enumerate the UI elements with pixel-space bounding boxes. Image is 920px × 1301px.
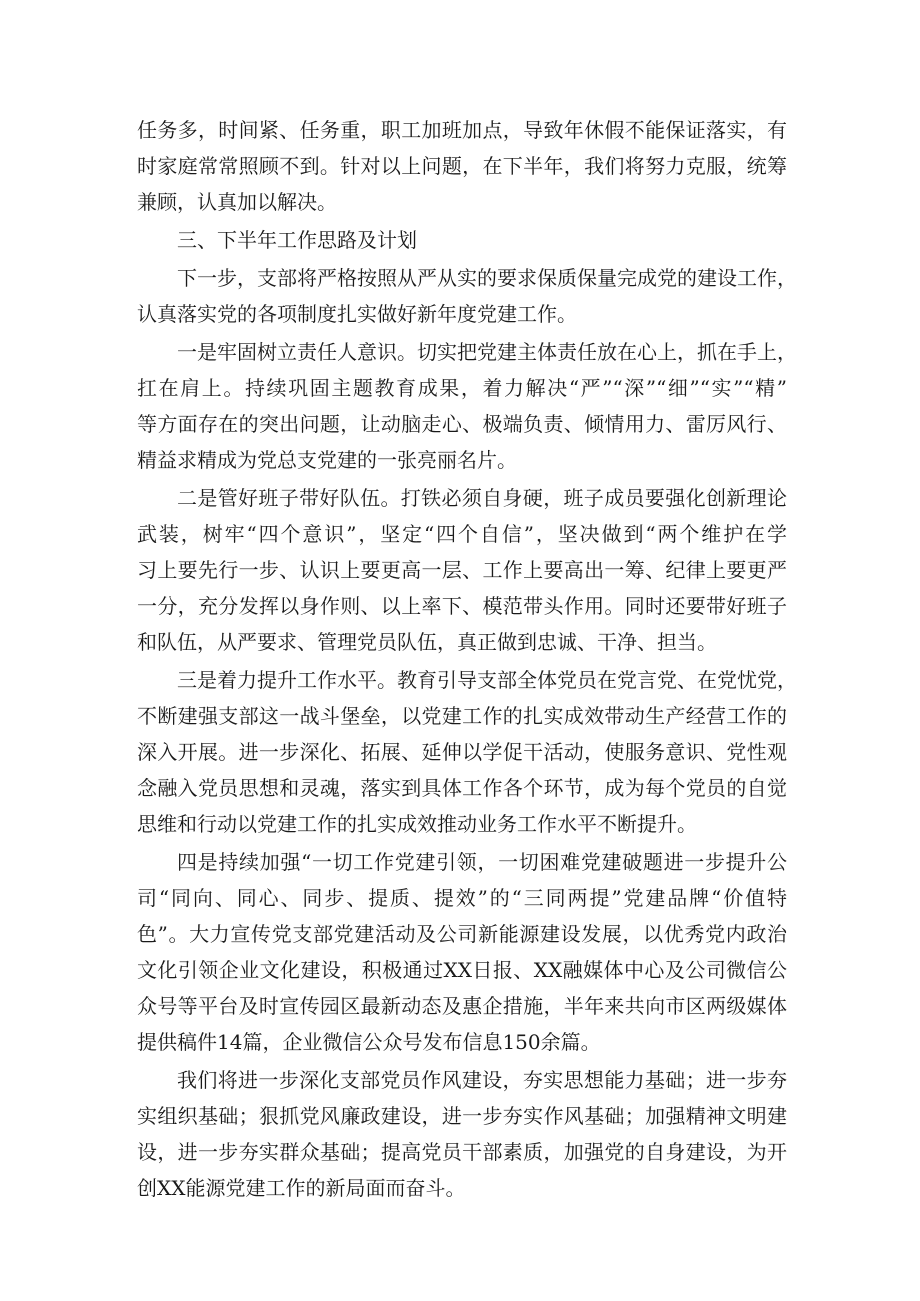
paragraph-line: 认真落实党的各项制度扎实做好新年度党建工作。 (137, 302, 577, 326)
paragraph-line: 任务多，时间紧、任务重，职工加班加点，导致年休假不能保证落实，有 (137, 118, 787, 142)
paragraph (137, 844, 787, 1060)
paragraph-line: 实组织基础；狠抓党风廉政建设，进一步夯实作风基础；加强精神文明建 (137, 1104, 787, 1128)
paragraph-line: 等方面存在的突出问题，让动脑走心、极端负责、倾情用力、雷厉风行、 (137, 412, 787, 436)
document-body (137, 112, 797, 1206)
paragraph-line: 念融入党员思想和灵魂，落实到具体工作各个环节，成为每个党员的自觉 (137, 776, 787, 800)
paragraph-line: 一是牢固树立责任人意识。切实把党建主体责任放在心上，抓在手上， (177, 340, 797, 364)
paragraph-line: 四是持续加强“一切工作党建引领，一切困难党建破题进一步提升公 (177, 850, 787, 874)
paragraph-line: 精益求精成为党总支党建的一张亮丽名片。 (137, 448, 517, 472)
paragraph-line: 三、下半年工作思路及计划 (177, 228, 417, 252)
paragraph-line: 一分，充分发挥以身作则、以上率下、模范带头作用。同时还要带好班子 (137, 594, 787, 618)
paragraph-line: 扛在肩上。持续巩固主题教育成果，着力解决“严”“深”“细”“实”“精” (137, 376, 787, 400)
paragraph (137, 112, 787, 220)
paragraph (137, 260, 797, 332)
paragraph (137, 222, 787, 258)
paragraph-line: 文化引领企业文化建设，积极通过XX日报、XX融媒体中心及公司微信公 (137, 958, 787, 982)
paragraph-line: 众号等平台及时宣传园区最新动态及惠企措施，半年来共向市区两级媒体 (137, 994, 787, 1018)
paragraph-line: 下一步，支部将严格按照从严从实的要求保质保量完成党的建设工作， (177, 266, 797, 290)
paragraph (137, 662, 797, 842)
paragraph-line: 习上要先行一步、认识上要更高一层、工作上要高出一筹、纪律上要更严 (137, 558, 787, 582)
paragraph-line: 设，进一步夯实群众基础；提高党员干部素质，加强党的自身建设，为开 (137, 1140, 787, 1164)
paragraph-line: 不断建强支部这一战斗堡垒，以党建工作的扎实成效带动生产经营工作的 (137, 704, 787, 728)
paragraph-line: 二是管好班子带好队伍。打铁必须自身硬，班子成员要强化创新理论 (177, 486, 787, 510)
paragraph-line: 时家庭常常照顾不到。针对以上问题，在下半年，我们将努力克服，统筹 (137, 154, 787, 178)
paragraph-line: 提供稿件14篇，企业微信公众号发布信息150余篇。 (137, 1030, 601, 1054)
paragraph-line: 司“同向、同心、同步、提质、提效”的“三同两提”党建品牌“价值特 (137, 886, 787, 910)
paragraph-line: 和队伍，从严要求、管理党员队伍，真正做到忠诚、干净、担当。 (137, 630, 717, 654)
paragraph (137, 1062, 787, 1206)
paragraph-line: 我们将进一步深化支部党员作风建设，夯实思想能力基础；进一步夯 (177, 1068, 787, 1092)
paragraph-line: 思维和行动以党建工作的扎实成效推动业务工作水平不断提升。 (137, 812, 697, 836)
paragraph-line: 创XX能源党建工作的新局面而奋斗。 (137, 1176, 466, 1200)
paragraph-line: 三是着力提升工作水平。教育引导支部全体党员在党言党、在党忧党， (177, 668, 797, 692)
paragraph (137, 480, 787, 660)
paragraph-line: 兼顾，认真加以解决。 (137, 190, 337, 214)
paragraph-line: 武装，树牢“四个意识”，坚定“四个自信”，坚决做到“两个维护在学 (137, 522, 787, 546)
paragraph-line: 色”。大力宣传党支部党建活动及公司新能源建设发展，以优秀党内政治 (137, 922, 787, 946)
paragraph (137, 334, 797, 478)
paragraph-line: 深入开展。进一步深化、拓展、延伸以学促干活动，使服务意识、党性观 (137, 740, 787, 764)
